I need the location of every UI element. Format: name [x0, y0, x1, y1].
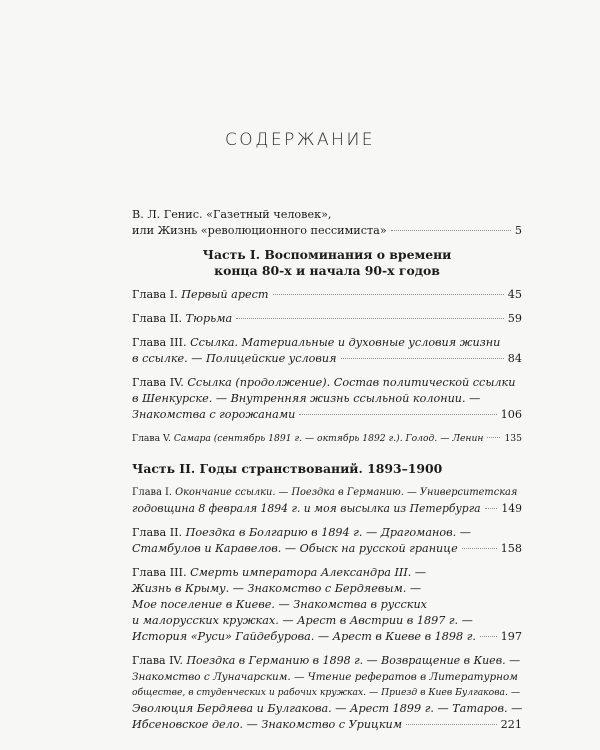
chapter-title: Первый арест [181, 288, 269, 301]
toc-entry [132, 287, 522, 303]
page-number: 45 [507, 288, 522, 301]
dot-leader [462, 548, 497, 549]
dot-leader [480, 636, 497, 637]
chapter-title: в ссылке. — Полицейские условия [132, 352, 337, 365]
toc-line: Жизнь в Крыму. — Знакомство с Бердяевым. — [132, 582, 422, 595]
toc-line: В. Л. Генис. «Газетный человек», [132, 208, 332, 221]
toc-line: Мое поселение в Киеве. — Знакомства в русских [132, 598, 427, 611]
chapter-title: годовщина 8 февраля 1894 г. и моя высылка из Петербурга [132, 502, 481, 515]
toc-line [132, 629, 522, 645]
dot-leader [236, 318, 504, 319]
toc-line [132, 525, 522, 541]
page-number: 158 [500, 542, 522, 555]
dot-leader [391, 230, 511, 231]
part-1-heading [132, 247, 522, 279]
dot-leader [299, 414, 496, 415]
toc-line [132, 311, 522, 327]
chapter-title: Поездка в Германию в 1898 г. — Возвращение в Киев. — [186, 654, 521, 667]
chapter-title: Ибсеновское дело. — Знакомство с Урицким [132, 718, 402, 731]
chapter-label: Глава III. [132, 336, 191, 349]
chapter-title: Смерть императора Александра III. — [190, 566, 427, 579]
toc-line [132, 541, 522, 557]
chapter-title: Ссылка. Материальные и духовные условия жизни [190, 336, 501, 349]
chapter-title: Поездка в Болгарию в 1894 г. — Драгоманов. — [185, 526, 471, 539]
chapter-label: Глава V. [132, 433, 174, 444]
toc-entry [132, 565, 522, 645]
toc-line [132, 287, 522, 303]
chapter-title: Окончание ссылки. — Поездка в Германию. — Университетская [175, 487, 518, 498]
part-heading-line: Часть I. Воспоминания о времени [202, 247, 452, 262]
chapter-title: Самара (сентябрь 1891 г. — октябрь 1892 г.). Голод. — Ленин [173, 433, 484, 444]
toc-line: Знакомство с Луначарским. — Чтение рефератов в Литературном [132, 671, 518, 683]
toc-line [132, 717, 522, 733]
toc-line: Эволюция Бердяева и Булгакова. — Арест 1899 г. — Татаров. — [132, 702, 523, 715]
chapter-title: Знакомства с горожанами [132, 408, 296, 421]
page-number: 149 [501, 502, 522, 515]
chapter-title: История «Руси» Гайдебурова. — Арест в Киеве в 1898 г. [132, 630, 476, 643]
toc-entry [132, 431, 522, 447]
toc-line [132, 335, 522, 351]
toc-entry [132, 653, 522, 733]
dot-leader [273, 294, 504, 295]
dot-leader [485, 508, 498, 509]
page-number: 5 [514, 224, 522, 237]
chapter-label: Глава II. [132, 526, 186, 539]
toc-line: обществе, в студенческих и рабочих кружках. — Приезд в Киев Булгакова. — [132, 687, 521, 698]
page-number: 59 [507, 312, 522, 325]
chapter-label: Глава II. [132, 312, 186, 325]
chapter-label: Глава I. [132, 487, 176, 498]
dot-leader [487, 437, 500, 438]
chapter-title: Стамбулов и Каравелов. — Обыск на русской границе [132, 542, 458, 555]
toc-text: или Жизнь «революционного пессимиста» [132, 224, 387, 237]
toc-line [132, 223, 522, 239]
chapter-label: Глава III. [132, 566, 191, 579]
toc-line [132, 565, 522, 581]
toc-entry [132, 525, 522, 557]
toc-entry [132, 375, 522, 423]
part-heading-line: конца 80-х и начала 90-х годов [214, 263, 440, 278]
page-number: 221 [500, 718, 522, 731]
toc-entry [132, 311, 522, 327]
page-number: 84 [507, 352, 522, 365]
chapter-label: Глава IV. [132, 654, 187, 667]
page-number: 106 [500, 408, 522, 421]
toc-line [132, 501, 522, 517]
chapter-label: Глава I. [132, 288, 182, 301]
toc-line [132, 653, 522, 669]
page-title: СОДЕРЖАНИЕ [224, 130, 376, 150]
page-number: 135 [504, 433, 522, 444]
part-2-heading: Часть II. Годы странствований. 1893–1900 [132, 461, 443, 476]
toc-entry [132, 485, 522, 517]
chapter-label: Глава IV. [132, 376, 188, 389]
toc-line: в Шенкурске. — Внутренняя жизнь ссыльной колонии. — [132, 392, 481, 405]
toc-entry [132, 335, 522, 367]
dot-leader [406, 724, 497, 725]
chapter-title: Ссылка (продолжение). Состав политической ссылки [187, 376, 516, 389]
table-of-contents [132, 207, 522, 741]
chapter-title: Тюрьма [185, 312, 233, 325]
dot-leader [341, 358, 504, 359]
toc-line [132, 351, 522, 367]
page-number: 197 [500, 630, 522, 643]
toc-line [132, 407, 522, 423]
toc-entry-intro [132, 207, 522, 239]
toc-line: и малорусских кружках. — Арест в Австрии в 1897 г. — [132, 614, 473, 627]
toc-line [132, 431, 522, 447]
toc-line [132, 485, 522, 501]
toc-line [132, 375, 522, 391]
